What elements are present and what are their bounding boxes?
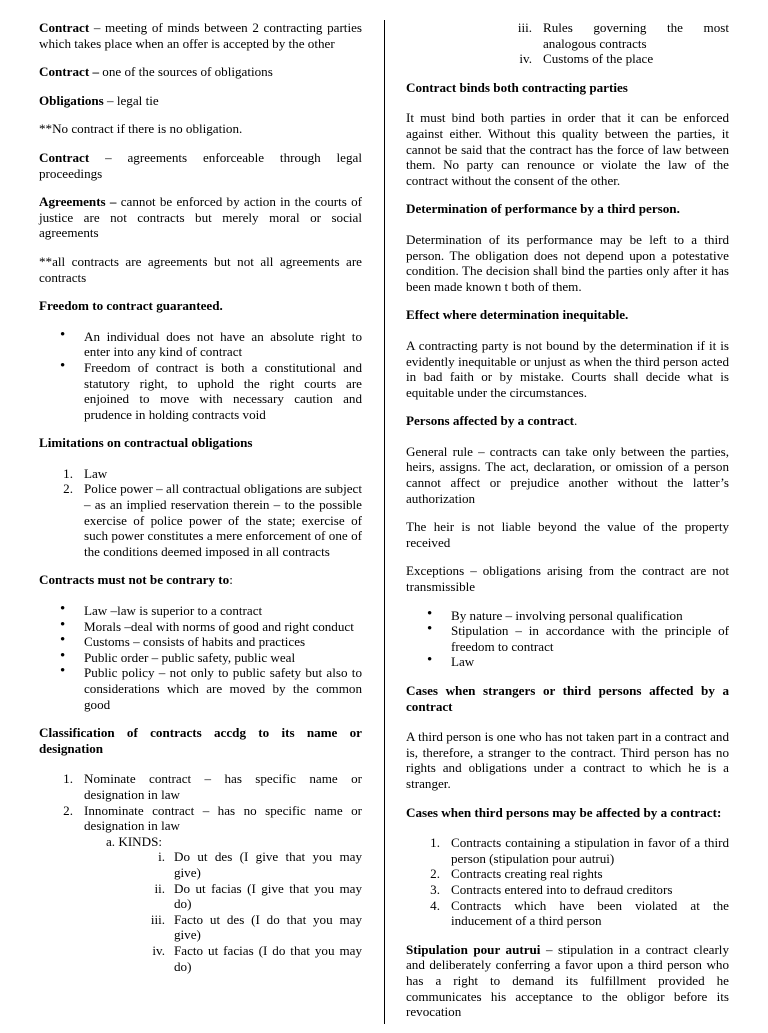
list-item-text: Do ut des (I give that you may give) — [174, 849, 362, 880]
list-item — [406, 882, 729, 898]
term: Obligations — [39, 92, 104, 108]
section-heading: Cases when strangers or third persons affected by a contract — [406, 683, 729, 714]
left-column — [39, 20, 362, 974]
numbered-list — [39, 466, 362, 560]
note: **all contracts are agreements but not all agreements are contracts — [39, 253, 362, 285]
list-item-text: Facto ut des (I do that you may give) — [174, 911, 362, 943]
paragraph — [39, 150, 362, 181]
list-marker: 2. — [63, 802, 73, 818]
right-column — [406, 20, 729, 1033]
list-marker: iv. — [152, 942, 165, 958]
kinds-label: a. KINDS: — [106, 833, 163, 849]
list-item-text: Innominate contract – has no specific name or designation in law — [84, 802, 362, 834]
roman-list — [406, 20, 729, 67]
definition: – meeting of minds between 2 contracting parties which takes place when an offer is accepted by the other — [39, 20, 362, 51]
heading-text: Persons affected by a contract — [406, 413, 574, 429]
list-item: • Public policy – not only to public safety but also to considerations which are moved by the common good — [39, 665, 362, 712]
roman-list — [39, 849, 362, 974]
list-item: • Morals –deal with norms of good and right conduct — [39, 619, 362, 635]
term: Agreements – — [39, 194, 117, 210]
paragraph — [39, 20, 362, 51]
bullet-list — [406, 608, 729, 670]
list-item-text: Customs of the place — [543, 51, 654, 67]
heading-punctuation: : — [229, 572, 233, 588]
section-heading: Classification of contracts accdg to its name or designation — [39, 725, 362, 756]
numbered-list — [406, 835, 729, 929]
list-item — [39, 466, 362, 482]
list-item — [406, 835, 729, 866]
list-item-text: Contracts which have been violated at the inducement of a third person — [451, 897, 729, 929]
list-item-text: Nominate contract – has specific name or designation in law — [84, 771, 362, 802]
paragraph: Exceptions – obligations arising from the contract are not transmissible — [406, 563, 729, 595]
section-heading: Cases when third persons may be affected by a contract: — [406, 804, 722, 820]
definition: – agreements enforceable through legal proceedings — [39, 149, 362, 181]
heading-text: Contracts must not be contrary to — [39, 572, 230, 588]
list-item — [406, 898, 729, 929]
section-heading — [39, 572, 362, 588]
list-marker: iii. — [150, 911, 165, 927]
term: Stipulation pour autrui — [406, 941, 541, 957]
bullet-list — [39, 329, 362, 423]
list-marker: 4. — [430, 897, 440, 913]
list-item — [39, 803, 362, 834]
list-item-text: Rules governing the most analogous contracts — [543, 20, 729, 51]
list-item-text: Contracts containing a stipulation in favor of a third person (stipulation pour autrui) — [451, 835, 729, 866]
list-marker: iii. — [517, 20, 532, 35]
list-item — [39, 912, 362, 943]
numbered-list — [39, 771, 362, 833]
term: Contract — [39, 149, 90, 165]
paragraph: A contracting party is not bound by the determination if it is evidently inequitable or unjust as when the third person acted in bad faith or by mistake. Courts shall decide what is equitable under the circumstances. — [406, 337, 729, 400]
list-item: • An individual does not have an absolute right to enter into any kind of contract — [39, 329, 362, 360]
list-item — [39, 771, 362, 802]
list-marker: 1. — [63, 465, 73, 481]
term: Contract — [39, 20, 90, 35]
section-heading: Freedom to contract guaranteed. — [39, 298, 223, 314]
paragraph — [39, 194, 362, 241]
paragraph: Determination of its performance may be left to a third person. The obligation does not depend upon a potestative condition. The decision shall bind the parties only after it has been made known t both of them. — [406, 231, 729, 294]
bullet-list — [39, 603, 362, 712]
list-marker: 2. — [63, 481, 73, 497]
heading-punctuation: . — [574, 413, 578, 429]
list-item-text: Police power – all contractual obligations are subject – as an implied reservation therein – to the possible exercise of police power of the state; exercise of such power constitutes a mere enforcement of one of the conditions deemed imposed in all contracts — [84, 481, 362, 559]
definition: – stipulation in a contract clearly and deliberately conferring a favor upon a third person who has a right to demand its fulfillment provided he communicates his acceptance to the obligor before its revocation — [406, 941, 729, 1020]
term: Contract – — [39, 64, 99, 80]
list-item: • Stipulation – in accordance with the principle of freedom to contract — [406, 623, 729, 654]
list-item-text: Do ut facias (I give that you may do) — [174, 880, 362, 912]
list-item — [39, 849, 362, 880]
list-item: • Law –law is superior to a contract — [39, 603, 362, 619]
list-item: • Public order – public safety, public weal — [39, 650, 362, 666]
list-item — [39, 943, 362, 974]
definition: – legal tie — [103, 92, 159, 108]
list-marker: 1. — [430, 835, 440, 851]
paragraph: The heir is not liable beyond the value of the property received — [406, 519, 729, 550]
paragraph: A third person is one who has not taken part in a contract and is, therefore, a stranger to the contract. Third person has no rights and obligations under a contract to which he is a stranger. — [406, 729, 729, 791]
list-marker: 1. — [63, 771, 73, 787]
definition: one of the sources of obligations — [99, 64, 273, 80]
column-divider — [384, 20, 385, 1024]
list-item — [39, 481, 362, 559]
definition: cannot be enforced by action in the courts of justice are not contracts but merely moral or social agreements — [39, 194, 362, 241]
list-item-text: Contracts entered into to defraud creditors — [451, 881, 673, 897]
list-item — [406, 51, 729, 67]
note: **No contract if there is no obligation. — [39, 121, 243, 137]
section-heading: Effect where determination inequitable. — [406, 307, 629, 323]
paragraph — [39, 64, 362, 80]
list-marker: i. — [158, 849, 165, 865]
list-marker: iv. — [519, 51, 532, 67]
list-item-text: Law — [84, 465, 108, 481]
list-item: • Customs – consists of habits and practices — [39, 634, 362, 650]
list-item: • Law — [406, 654, 729, 670]
list-item — [406, 20, 729, 51]
paragraph: General rule – contracts can take only between the parties, heirs, assigns. The act, declaration, or omission of a person cannot affect or prejudice another without the latter’s authorization — [406, 443, 729, 506]
section-heading: Limitations on contractual obligations — [39, 435, 253, 451]
section-heading: Determination of performance by a third person. — [406, 201, 680, 217]
list-item: • Freedom of contract is both a constitutional and statutory right, to uphold the right courts are enjoined to move with necessary caution and prudence in holding contracts void — [39, 360, 362, 422]
list-item: • By nature – involving personal qualification — [406, 608, 729, 624]
paragraph — [39, 93, 362, 109]
list-item-text: Contracts creating real rights — [451, 866, 603, 882]
list-marker: 3. — [430, 881, 440, 897]
list-item — [406, 866, 729, 882]
list-marker: ii. — [154, 880, 165, 896]
section-heading — [406, 413, 729, 429]
list-item-text: Facto ut facias (I do that you may do) — [174, 942, 362, 974]
paragraph: It must bind both parties in order that it can be enforced against either. Without this quality between the parties, it cannot be said that the contract has the force of law between them. No party can renounce or violate the law of the contract without the consent of the other. — [406, 110, 729, 188]
list-item — [39, 881, 362, 912]
list-marker: 2. — [430, 866, 440, 882]
paragraph — [406, 942, 729, 1020]
section-heading: Contract binds both contracting parties — [406, 79, 628, 95]
